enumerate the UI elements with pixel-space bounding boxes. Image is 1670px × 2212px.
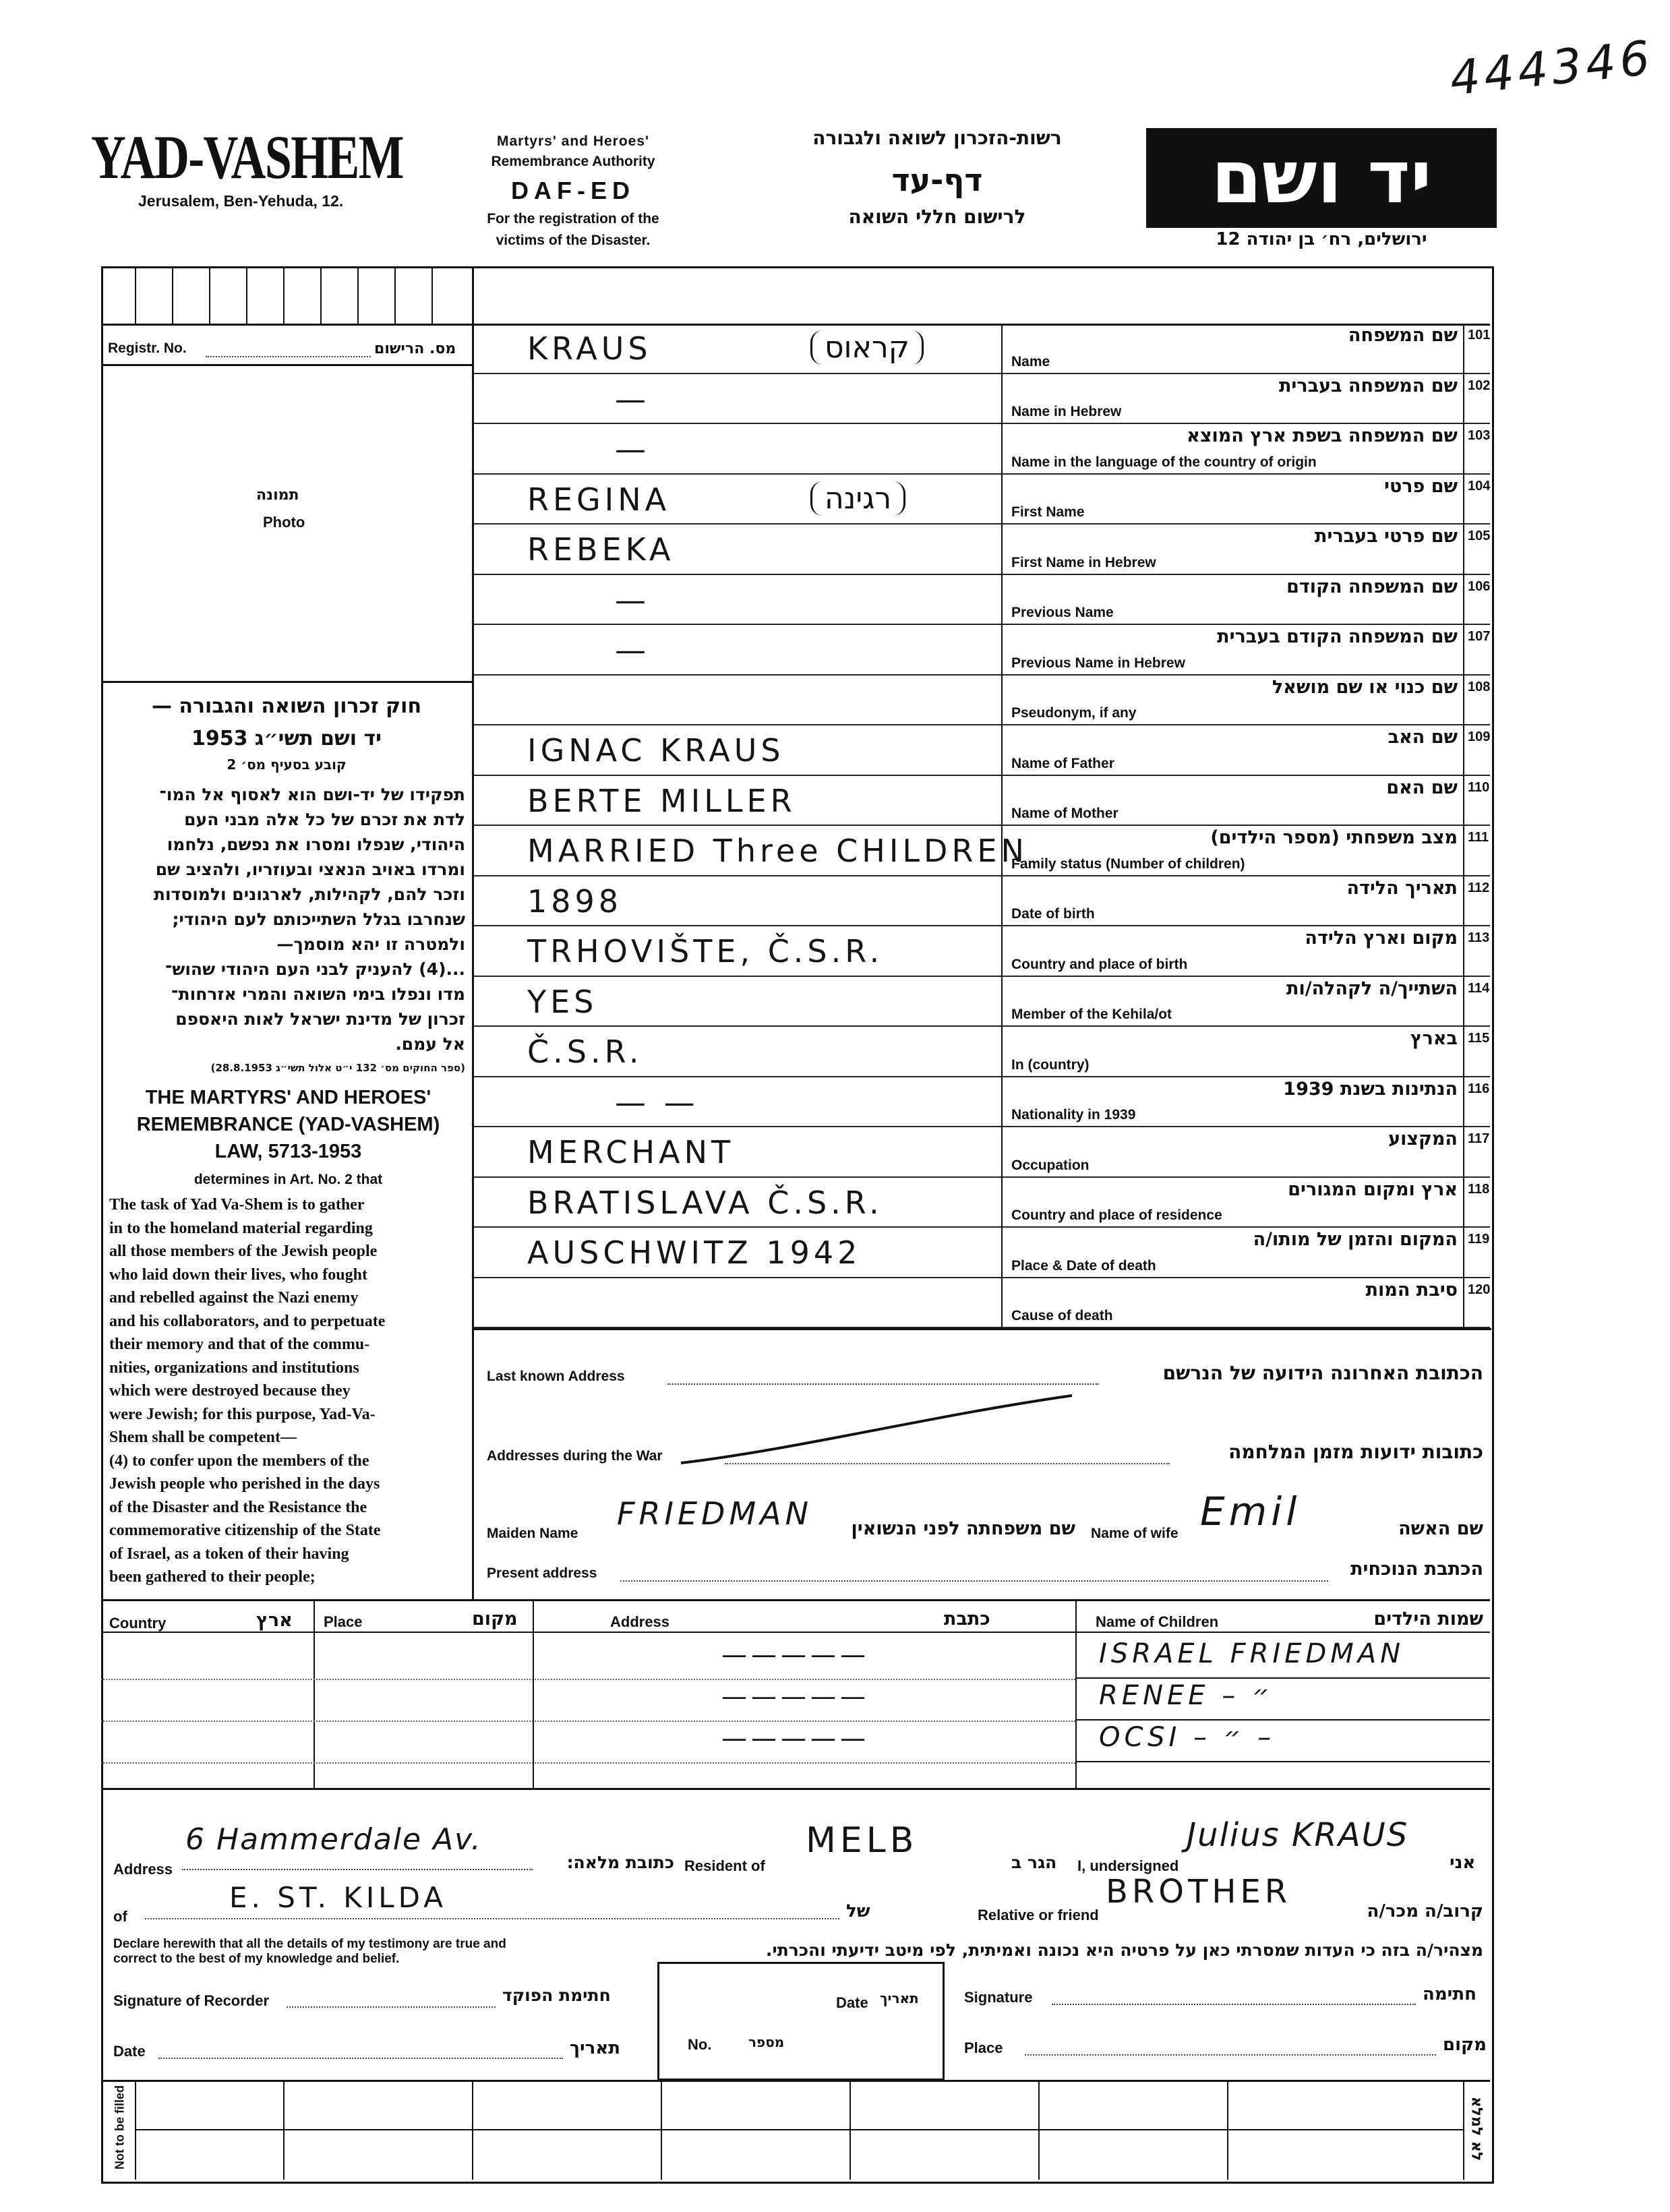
field-label-heb: שם פרטי — [1384, 475, 1458, 497]
no-label: No. — [688, 2036, 712, 2053]
field-label-heb: שם המשפחה בעברית — [1278, 375, 1458, 396]
resident-heb: הגר ב — [1011, 1853, 1057, 1872]
field-row-120 — [473, 1278, 1490, 1329]
undersigned-value[interactable]: Julius KRAUS — [1187, 1816, 1409, 1854]
maiden-heb: שם משפחתה לפני הנשואין — [851, 1518, 1075, 1539]
heb-form-name: דף-עד — [891, 162, 983, 198]
law-en-line: and his collaborators, and to perpetuate — [109, 1312, 386, 1330]
children-heb: שמות הילדים — [1373, 1609, 1483, 1630]
decl-address-value[interactable]: 6 Hammerdale Av. — [185, 1822, 482, 1857]
date-heb: תאריך — [570, 2038, 621, 2058]
law-heb-footnote: (ספר החוקים מס׳ 132 י״ט אלול תשי״ג 28.8.1953) — [210, 1062, 465, 1074]
recorder-heb: חתימת הפוקד — [502, 1985, 611, 2005]
field-label-en: Occupation — [1011, 1157, 1090, 1173]
field-number: 119 — [1468, 1232, 1490, 1247]
of-value[interactable]: E. ST. KILDA — [229, 1881, 447, 1914]
field-label-heb: הנתינות בשנת 1939 — [1283, 1078, 1458, 1100]
field-label-heb: שם המשפחה בשפת ארץ המוצא — [1187, 425, 1458, 446]
field-label-en: Previous Name in Hebrew — [1011, 655, 1185, 671]
field-row-117 — [473, 1127, 1490, 1178]
field-row-118 — [473, 1178, 1490, 1228]
law-heb-body — [109, 782, 465, 1079]
of-heb: של — [846, 1901, 870, 1921]
decl-address-heb: כתובת מלאה: — [566, 1853, 674, 1872]
field-label-heb: מקום וארץ הלידה — [1305, 928, 1458, 949]
field-row-102 — [473, 374, 1490, 425]
purpose-line2: victims of the Disaster. — [496, 233, 651, 248]
law-en-line: in to the homeland material regarding — [109, 1219, 373, 1237]
wife-label: Name of wife — [1091, 1526, 1179, 1541]
field-value[interactable]: — — — [615, 1083, 699, 1120]
field-row-103 — [473, 424, 1490, 475]
field-label-heb: ארץ ומקום המגורים — [1288, 1178, 1458, 1200]
field-number: 106 — [1468, 578, 1491, 594]
law-en-title2: REMEMBRANCE (YAD-VASHEM) — [136, 1114, 440, 1135]
field-row-105 — [473, 525, 1490, 575]
law-en-line: nities, organizations and institutions — [109, 1358, 359, 1377]
field-label-en: Previous Name — [1011, 605, 1114, 620]
field-row-104 — [473, 475, 1490, 525]
field-label-en: Country and place of birth — [1011, 956, 1188, 972]
declare-en: Declare herewith that all the details of my testimony are true and correct to the best of my knowledge and belief. — [113, 1937, 506, 1966]
law-en-line: were Jewish; for this purpose, Yad-Va- — [109, 1405, 376, 1423]
place-label: Place — [324, 1613, 363, 1630]
field-number: 112 — [1468, 880, 1490, 895]
law-en-line: Shem shall be competent— — [109, 1429, 297, 1446]
photo-heb: תמונה — [256, 487, 299, 504]
relative-label: Relative or friend — [978, 1907, 1099, 1923]
field-label-en: Nationality in 1939 — [1011, 1107, 1136, 1123]
country-heb: ארץ — [256, 1610, 293, 1631]
field-value[interactable]: 1898 — [527, 883, 623, 920]
field-value[interactable]: — — [615, 380, 650, 417]
field-number: 102 — [1468, 378, 1491, 393]
field-label-heb: המקצוע — [1388, 1129, 1458, 1149]
maiden-label: Maiden Name — [487, 1526, 578, 1541]
recorder-label: Signature of Recorder — [113, 1992, 270, 2009]
decl-address-label: Address — [113, 1861, 173, 1878]
registr-heb: מס. הרישום — [374, 340, 456, 357]
org-name: YAD-VASHEM — [91, 123, 403, 191]
date-label: Date — [113, 2043, 146, 2060]
authority-line2: Remembrance Authority — [491, 154, 655, 169]
field-label-en: First Name — [1011, 504, 1085, 520]
law-en-line: been gathered to their people; — [109, 1568, 316, 1586]
declare-heb: מצהיר/ה בזה כי העדות שמסרתי כאן על פרטיה היא נכונה ואמיתית, לפי מיטב ידיעתי והכרתי. — [765, 1940, 1483, 1960]
field-value[interactable]: TRHOVIŠTE, Č.S.R. — [527, 933, 884, 969]
law-heb-line: ולמטרה זו יהא מוסמך— — [276, 934, 465, 954]
field-row-113 — [473, 926, 1490, 977]
child-name[interactable]: ISRAEL FRIEDMAN — [1099, 1638, 1405, 1669]
field-value[interactable]: KRAUS — [527, 330, 652, 367]
resident-label: Resident of — [684, 1857, 765, 1874]
law-en-line: of the Disaster and the Resistance the — [109, 1498, 367, 1516]
field-label-heb: שם פרטי בעברית — [1315, 526, 1458, 547]
field-number: 120 — [1468, 1282, 1491, 1297]
place-label-bottom: Place — [964, 2039, 1003, 2056]
heb-authority: רשות-הזכרון לשואה ולגבורה — [812, 127, 1062, 149]
field-label-en: Name of Mother — [1011, 806, 1119, 821]
place-heb-bottom: מקום — [1443, 2035, 1487, 2055]
purpose-line1: For the registration of the — [487, 211, 659, 227]
recorder-box — [657, 1962, 945, 2081]
logo-box — [1146, 128, 1497, 228]
law-heb-art: קובע בסעיף מס׳ 2 — [227, 756, 347, 773]
place-heb: מקום — [472, 1609, 518, 1630]
field-number: 105 — [1468, 529, 1491, 543]
war-heb: כתובות ידועות מזמן המלחמה — [1228, 1441, 1483, 1463]
law-heb-line: זכרון של מדינת ישראל לאות היאספם — [175, 1009, 465, 1029]
law-en-line: of Israel, as a token of their having — [109, 1545, 349, 1563]
heb-purpose: לרישום חללי השואה — [848, 206, 1026, 228]
law-heb-title: חוק זכרון השואה והגבורה — — [151, 694, 422, 718]
field-label-en: Name of Father — [1011, 755, 1114, 771]
field-label-heb: בארץ — [1410, 1028, 1458, 1049]
field-value[interactable]: YES — [527, 983, 598, 1020]
field-number: 113 — [1468, 930, 1490, 945]
field-value[interactable]: — — [615, 581, 650, 618]
field-number: 114 — [1468, 980, 1490, 996]
law-heb-subtitle: יד ושם תשי״ג 1953 — [191, 727, 382, 750]
law-en-line: Jewish people who perished in the days — [109, 1475, 380, 1493]
law-en-line: The task of Yad Va-Shem is to gather — [109, 1196, 365, 1214]
address-col-heb: כתבת — [944, 1609, 990, 1630]
wife-heb: שם האשה — [1398, 1518, 1483, 1539]
field-row-107 — [473, 625, 1490, 676]
field-number: 115 — [1468, 1031, 1490, 1046]
field-label-en: Name in Hebrew — [1011, 404, 1122, 419]
law-en-line: all those members of the Jewish people — [109, 1243, 378, 1260]
field-label-heb: שם האם — [1386, 777, 1458, 798]
authority-line1: Martyrs' and Heroes' — [496, 133, 650, 149]
child-name[interactable]: OCSI – ״ – — [1099, 1722, 1276, 1753]
field-label-en: Country and place of residence — [1011, 1207, 1222, 1223]
registr-label: Registr. No. — [108, 340, 187, 356]
field-number: 116 — [1468, 1081, 1490, 1096]
field-value[interactable]: Č.S.R. — [527, 1034, 643, 1070]
law-en-body — [109, 1193, 467, 1589]
no-heb: מספר — [748, 2034, 785, 2050]
not-filled-heb: לא למלא — [1468, 2096, 1485, 2161]
field-label-en: Name in the language of the country of origin — [1011, 454, 1317, 470]
field-number: 107 — [1468, 629, 1491, 644]
field-label-heb: שם המשפחה הקודם בעברית — [1217, 626, 1458, 647]
field-row-114 — [473, 977, 1490, 1027]
date-box-label: Date — [836, 1994, 868, 2011]
field-label-en: Pseudonym, if any — [1011, 705, 1137, 721]
field-label-heb: שם כנוי או שם מושאל — [1272, 676, 1458, 698]
field-row-116 — [473, 1077, 1490, 1128]
field-label-en: In (country) — [1011, 1056, 1090, 1073]
relative-value[interactable]: BROTHER — [1106, 1873, 1292, 1911]
signature-heb: חתימה — [1423, 1984, 1477, 2004]
field-number: 108 — [1468, 679, 1491, 694]
signature-label: Signature — [964, 1989, 1033, 2006]
field-number: 109 — [1468, 729, 1491, 744]
field-label-en: Family status (Number of children) — [1011, 856, 1245, 872]
law-heb-line: וזכר להם, לקהילות, לארגונים ולמוסדות — [153, 885, 465, 904]
resident-value[interactable]: MELB — [806, 1820, 918, 1861]
law-en-line: commemorative citizenship of the State — [109, 1522, 381, 1539]
field-label-heb: סיבת המות — [1365, 1279, 1458, 1301]
field-value[interactable]: IGNAC KRAUS — [527, 732, 785, 769]
field-number: 103 — [1468, 428, 1491, 443]
field-row-109 — [473, 725, 1490, 776]
child-name[interactable]: RENEE – ״ — [1099, 1680, 1274, 1711]
field-row-101 — [473, 324, 1490, 374]
law-heb-line: שנחרבו בגלל השתייכותם לעם היהודי; — [172, 909, 465, 929]
field-value[interactable]: BRATISLAVA Č.S.R. — [527, 1184, 883, 1221]
law-heb-line: ...(4) להעניק לבני העם היהודי שהוש־ — [165, 959, 465, 979]
law-en-line: (4) to confer upon the members of the — [109, 1452, 369, 1470]
child-address[interactable]: ————— — [721, 1723, 870, 1753]
country-label: Country — [109, 1615, 167, 1632]
field-row-115 — [473, 1027, 1490, 1077]
photo-label: Photo — [263, 514, 305, 531]
law-en-line: their memory and that of the commu- — [109, 1336, 370, 1353]
field-row-111 — [473, 826, 1490, 876]
law-en-line: who laid down their lives, who fought — [109, 1265, 367, 1284]
law-heb-line: תפקידו של יד-ושם הוא לאסוף אל המו־ — [159, 785, 465, 804]
field-number: 118 — [1468, 1181, 1490, 1197]
field-label-en: Name — [1011, 353, 1050, 369]
law-en-title3: LAW, 5713-1953 — [214, 1141, 362, 1162]
field-label-en: First Name in Hebrew — [1011, 554, 1156, 570]
field-value[interactable]: REGINA — [527, 481, 671, 518]
law-en-title1: THE MARTYRS' AND HEROES' — [145, 1087, 431, 1108]
field-row-112 — [473, 876, 1490, 927]
law-en-line: which were destroyed because they — [109, 1382, 351, 1400]
last-known-heb: הכתובת האחרונה הידועה של הנרשם — [1162, 1362, 1483, 1384]
law-en-art: determines in Art. No. 2 that — [193, 1172, 383, 1187]
field-value[interactable]: AUSCHWITZ 1942 — [527, 1234, 862, 1271]
field-value-heb[interactable]: רגינה — [810, 481, 905, 516]
heb-logo: יד ושם — [1211, 136, 1432, 220]
handwritten-number: 444346 — [1447, 30, 1657, 107]
field-row-108 — [473, 676, 1490, 726]
field-number: 110 — [1468, 779, 1490, 795]
field-label-heb: שם האב — [1388, 727, 1458, 748]
field-value[interactable]: MERCHANT — [527, 1134, 735, 1170]
field-label-heb: תאריך הלידה — [1346, 877, 1458, 899]
field-number: 104 — [1468, 478, 1491, 494]
of-label: of — [113, 1908, 127, 1925]
wife-value[interactable]: Emil — [1200, 1489, 1301, 1534]
law-heb-line: ומרדו באויב הנאצי ובעוזריו, ולהציב שם — [155, 860, 465, 879]
field-row-119 — [473, 1228, 1490, 1278]
date-box-heb: תאריך — [880, 1990, 919, 2006]
law-heb-line: לדת את זכרם של כל אלה מבני העם — [184, 810, 465, 829]
child-address[interactable]: ————— — [721, 1681, 870, 1711]
heb-address: ירושלים, רח׳ בן יהודה 12 — [1216, 229, 1427, 249]
org-address: Jerusalem, Ben-Yehuda, 12. — [138, 192, 344, 210]
field-label-en: Member of the Kehila/ot — [1011, 1007, 1172, 1022]
undersigned-heb: אני — [1450, 1853, 1476, 1873]
present-heb: הכתבת הנוכחית — [1350, 1559, 1483, 1580]
field-label-heb: שם המשפחה הקודם — [1286, 576, 1458, 597]
war-slash-mark — [674, 1389, 1079, 1470]
field-value[interactable]: MARRIED Three CHILDREN — [527, 833, 1028, 869]
field-label-en: Cause of death — [1011, 1308, 1113, 1323]
form-name: DAF-ED — [511, 177, 635, 204]
war-label: Addresses during the War — [487, 1448, 663, 1464]
law-heb-line: מדו ונפלו בימי השואה והמרי אזרחות־ — [171, 984, 465, 1004]
present-label: Present address — [487, 1565, 597, 1581]
field-label-heb: השתייך/ה לקהלה/ות — [1286, 978, 1458, 999]
not-filled-label: Not to be filled — [113, 2085, 127, 2170]
field-row-110 — [473, 776, 1490, 827]
law-en-line: and rebelled against the Nazi enemy — [109, 1289, 359, 1307]
field-row-106 — [473, 575, 1490, 626]
field-number: 111 — [1468, 830, 1489, 845]
last-known-label: Last known Address — [487, 1369, 625, 1384]
field-value-heb[interactable]: קראוס — [810, 330, 924, 365]
child-address[interactable]: ————— — [721, 1640, 870, 1669]
children-label: Name of Children — [1096, 1613, 1219, 1630]
field-label-heb: מצב משפחתי (מספר הילדים) — [1210, 827, 1458, 848]
field-value[interactable]: — — [615, 632, 650, 668]
undersigned-label: I, undersigned — [1077, 1857, 1179, 1874]
field-label-heb: שם המשפחה — [1348, 325, 1458, 346]
field-value[interactable]: BERTE MILLER — [527, 782, 796, 819]
relative-heb: קרוב/ה מכר/ה — [1367, 1901, 1483, 1921]
field-label-en: Place & Date of death — [1011, 1257, 1156, 1274]
field-label-en: Date of birth — [1011, 906, 1095, 922]
field-value[interactable]: REBEKA — [527, 531, 675, 568]
maiden-value[interactable]: FRIEDMAN — [617, 1495, 813, 1532]
field-number: 101 — [1468, 328, 1491, 342]
address-col-label: Address — [610, 1613, 670, 1630]
law-heb-line: היהודי, שנפלו ומסרו את נפשם, נלחמו — [167, 835, 465, 854]
field-label-heb: המקום והזמן של מותו/ה — [1253, 1229, 1458, 1250]
law-heb-line: אל עמם. — [395, 1034, 465, 1054]
field-number: 117 — [1468, 1131, 1490, 1146]
field-value[interactable]: — — [615, 431, 650, 467]
